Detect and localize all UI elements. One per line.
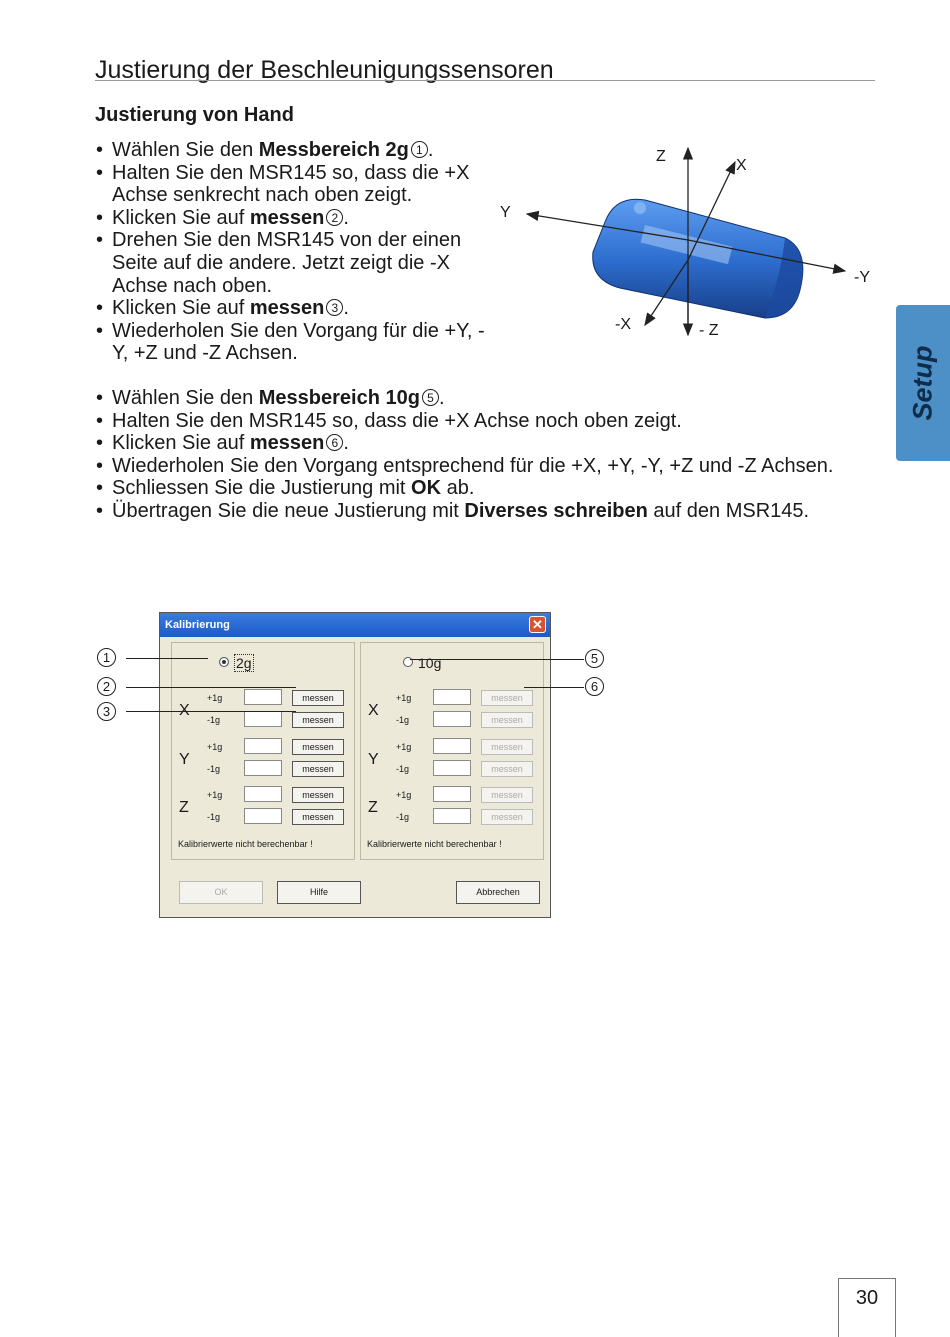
help-button[interactable]: Hilfe xyxy=(277,881,361,904)
list-item xyxy=(96,229,496,297)
callout-1: 1 xyxy=(97,648,116,667)
list-item-emphasis: Diverses schreiben xyxy=(464,499,648,522)
page-number: 30 xyxy=(855,1287,879,1309)
list-item-text-end: . xyxy=(438,387,445,409)
axis-label: Z xyxy=(179,799,189,816)
minus-value-field[interactable] xyxy=(433,711,471,727)
calibration-dialog xyxy=(159,612,551,918)
axis-label: Y xyxy=(179,751,190,768)
axis-label-x: X xyxy=(736,157,747,174)
list-item xyxy=(96,432,856,455)
cancel-button[interactable]: Abbrechen xyxy=(456,881,540,904)
measure-button[interactable]: messen xyxy=(481,809,533,825)
list-item-text: Wiederholen Sie den Vorgang entsprechend für die +X, +Y, -Y, +Z und -Z Achsen. xyxy=(112,454,834,477)
instruction-list-2g xyxy=(96,139,496,365)
minus-1g-label: -1g xyxy=(207,764,221,774)
list-item-text: Drehen Sie den MSR145 von der einen Seite auf die andere. Jetzt zeigt die -X Achse nach oben. xyxy=(112,229,462,297)
callout-3: 3 xyxy=(97,702,116,721)
list-item xyxy=(96,320,496,365)
minus-1g-label: -1g xyxy=(207,812,221,822)
axis-label-neg-z: - Z xyxy=(699,322,719,339)
plus-1g-label: +1g xyxy=(396,693,412,703)
title-rule xyxy=(95,80,875,81)
group-2g xyxy=(171,642,355,860)
minus-value-field[interactable] xyxy=(244,808,282,824)
measure-button[interactable]: messen xyxy=(481,761,533,777)
list-item xyxy=(96,297,496,320)
range-radio-label: 2g xyxy=(236,655,252,671)
measure-button[interactable]: messen xyxy=(292,761,344,777)
list-item xyxy=(96,387,856,410)
range-radio-10g[interactable] xyxy=(403,655,441,671)
minus-value-field[interactable] xyxy=(244,711,282,727)
radio-icon[interactable] xyxy=(219,657,229,667)
measure-button[interactable]: messen xyxy=(292,712,344,728)
callout-line-3 xyxy=(126,711,296,712)
plus-1g-label: +1g xyxy=(207,742,223,752)
axis-diagram-svg xyxy=(495,140,885,350)
minus-value-field[interactable] xyxy=(433,808,471,824)
list-item xyxy=(96,162,496,207)
list-item xyxy=(96,207,496,230)
close-icon[interactable]: ✕ xyxy=(529,616,546,633)
group-10g xyxy=(360,642,544,860)
list-item-text-end: . xyxy=(427,139,434,161)
setup-side-tab: Setup xyxy=(896,305,950,461)
minus-1g-label: -1g xyxy=(396,764,410,774)
list-item-emphasis: messen xyxy=(249,206,325,229)
measure-button[interactable]: messen xyxy=(292,739,344,755)
measure-button[interactable]: messen xyxy=(292,809,344,825)
axis-label-neg-x: -X xyxy=(615,316,631,333)
list-item-emphasis: messen xyxy=(249,297,325,320)
callout-line-1 xyxy=(126,658,208,659)
step-number-circle: 6 xyxy=(326,434,343,451)
list-item-text-end: auf den MSR145. xyxy=(647,499,810,522)
list-item-text: Klicken Sie auf xyxy=(112,206,250,229)
axis-label: Z xyxy=(368,799,378,816)
plus-1g-label: +1g xyxy=(207,790,223,800)
list-item-text: Halten Sie den MSR145 so, dass die +X Achse senkrecht nach oben zeigt. xyxy=(112,161,470,207)
page-title: Justierung der Beschleunigungssensoren xyxy=(95,56,554,84)
plus-value-field[interactable] xyxy=(244,786,282,802)
axis-diagram xyxy=(495,140,885,350)
list-item-text: Wiederholen Sie den Vorgang für die +Y, -Y, +Z und -Z Achsen. xyxy=(112,319,485,365)
plus-1g-label: +1g xyxy=(396,790,412,800)
list-item-text-end: . xyxy=(343,206,349,229)
status-note: Kalibrierwerte nicht berechenbar ! xyxy=(367,839,502,849)
measure-button[interactable]: messen xyxy=(481,787,533,803)
page-number-box xyxy=(838,1278,896,1337)
list-item-emphasis: Messbereich 10g xyxy=(258,387,420,409)
minus-1g-label: -1g xyxy=(396,715,410,725)
plus-value-field[interactable] xyxy=(244,689,282,705)
callout-line-6 xyxy=(524,687,584,688)
instruction-list-10g xyxy=(96,387,856,523)
step-number-circle: 5 xyxy=(422,389,439,406)
list-item-emphasis: OK xyxy=(411,477,442,500)
measure-button[interactable]: messen xyxy=(481,739,533,755)
list-item-text: Schliessen Sie die Justierung mit xyxy=(112,477,412,500)
status-note: Kalibrierwerte nicht berechenbar ! xyxy=(178,839,313,849)
axis-label-y: Y xyxy=(500,204,511,221)
measure-button[interactable]: messen xyxy=(481,712,533,728)
ok-button[interactable]: OK xyxy=(179,881,263,904)
minus-1g-label: -1g xyxy=(207,715,221,725)
plus-value-field[interactable] xyxy=(244,738,282,754)
measure-button[interactable]: messen xyxy=(292,690,344,706)
list-item xyxy=(96,139,496,162)
range-radio-label: 10g xyxy=(418,655,442,671)
callout-5: 5 xyxy=(585,649,604,668)
callout-6: 6 xyxy=(585,677,604,696)
range-radio-2g[interactable] xyxy=(219,655,254,671)
list-item-text: Wählen Sie den xyxy=(112,387,259,409)
minus-value-field[interactable] xyxy=(244,760,282,776)
measure-button[interactable]: messen xyxy=(481,690,533,706)
step-number-circle: 2 xyxy=(326,209,343,226)
device-body xyxy=(593,199,803,318)
list-item-emphasis: Messbereich 2g xyxy=(258,139,409,161)
measure-button[interactable]: messen xyxy=(292,787,344,803)
axis-label: X xyxy=(368,702,379,719)
plus-1g-label: +1g xyxy=(207,693,223,703)
axis-label: Y xyxy=(368,751,379,768)
list-item-text-end: ab. xyxy=(441,477,475,500)
axis-label: X xyxy=(179,702,190,719)
dialog-title: Kalibrierung xyxy=(165,619,230,631)
minus-1g-label: -1g xyxy=(396,812,410,822)
plus-value-field[interactable] xyxy=(433,689,471,705)
list-item-text: Klicken Sie auf xyxy=(112,432,250,455)
list-item-emphasis: messen xyxy=(249,432,325,455)
callout-line-5 xyxy=(410,659,584,660)
list-item-text: Übertragen Sie die neue Justierung mit xyxy=(112,499,465,522)
minus-value-field[interactable] xyxy=(433,760,471,776)
list-item-text-end: . xyxy=(343,297,349,320)
callout-2: 2 xyxy=(97,677,116,696)
plus-value-field[interactable] xyxy=(433,738,471,754)
plus-value-field[interactable] xyxy=(433,786,471,802)
list-item-text: Klicken Sie auf xyxy=(112,297,250,320)
list-item xyxy=(96,410,856,433)
list-item xyxy=(96,477,856,500)
list-item xyxy=(96,500,856,523)
section-subtitle: Justierung von Hand xyxy=(95,104,294,126)
dialog-title-bar[interactable] xyxy=(160,613,550,637)
list-item xyxy=(96,455,856,478)
list-item-text: Wählen Sie den xyxy=(112,139,259,161)
step-number-circle: 1 xyxy=(411,141,428,158)
list-item-text-end: . xyxy=(343,432,349,455)
plus-1g-label: +1g xyxy=(396,742,412,752)
axis-label-neg-y: -Y xyxy=(854,269,870,286)
step-number-circle: 3 xyxy=(326,299,343,316)
axis-label-z: Z xyxy=(656,148,666,165)
callout-line-2 xyxy=(126,687,296,688)
list-item-text: Halten Sie den MSR145 so, dass die +X Achse noch oben zeigt. xyxy=(112,409,682,432)
